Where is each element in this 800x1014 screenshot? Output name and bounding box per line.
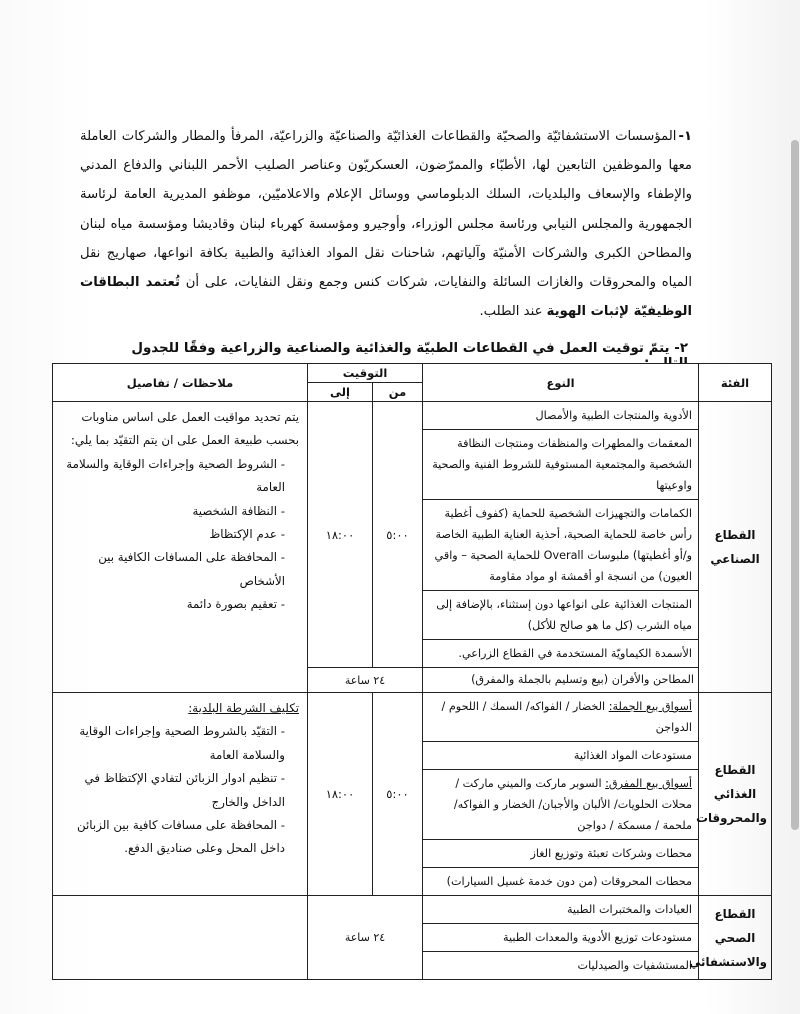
category-industrial: القطاع الصناعي [699,402,772,693]
list-item [423,770,698,840]
list-item: الأسمدة الكيماويّة المستخدمة في القطاع الزراعي. [458,647,692,660]
category-health: القطاع الصحي والاستشفائي [699,896,772,980]
header-timing: التوقيت [308,364,423,383]
notes-item: - الشروط الصحية وإجراءات الوقاية والسلامة العامة [61,453,285,500]
list-item: مستودعات توزيع الأدوية والمعدات الطبية [423,924,698,952]
list-item: الأدوية والمنتجات الطبية والأمصال [423,402,698,430]
notes-item: - تنظيم ادوار الزبائن لتفادي الإكتظاظ في الداخل والخارج [61,767,285,814]
scrollbar-track[interactable] [790,0,800,1014]
type-mills: المطاحن والأفران (بيع وتسليم بالجملة والمفرق) [423,668,699,693]
notes-item: - النظافة الشخصية [61,500,285,523]
list-item-text: السوبر ماركت والميني ماركت / محلات الحلويات/ الألبان والأجبان/ الخضار و الفواكه/ ملحمة / مسمكة / دواجن [453,777,692,832]
notes-list [61,720,299,860]
types-food [423,693,699,896]
types-industrial [423,402,699,668]
header-type: النوع [423,364,699,402]
notes-item: - التقيّد بالشروط الصحية وإجراءات الوقاية والسلامة العامة [61,720,285,767]
list-item: الكمامات والتجهيزات الشخصية للحماية (كفوف أغطية رأس خاصة للحماية الصحية، أحذية العناية الطبية الخاصة و/أو أغطيتها) ملبوسات Overall للحماية الصحية – واقي العيون) من انسجة او أقمشة او مواد مقاومة [423,500,698,591]
list-item: المستشفيات والصيدليات [577,959,692,972]
schedule-table [52,363,772,980]
time-health: ٢٤ ساعة [308,896,423,980]
notes-food [53,693,308,896]
header-from: من [373,383,423,402]
category-food: القطاع الغذائي والمحروقات [699,693,772,896]
notes-health [53,896,308,980]
notes-item: - المحافظة على المسافات الكافية بين الأشخاص [61,546,285,593]
list-item-label: أسواق بيع المفرق: [605,777,692,790]
intro-tail: عند الطلب. [479,304,547,320]
time-from-industrial: ٥:٠٠ [373,402,423,668]
notes-industrial [53,402,308,693]
header-category: الفئة [699,364,772,402]
notes-list [61,453,299,617]
section-2-heading: ٢- يتمّ توقيت العمل في القطاعات الطبيّة والغذائية والصناعية والزراعية وفقًا للجدول [131,341,688,356]
list-item: محطات وشركات تعبئة وتوزيع الغاز [423,840,698,868]
list-item [423,693,698,742]
list-item: مستودعات المواد الغذائية [423,742,698,770]
notes-item: - عدم الإكتظاظ [61,523,285,546]
time-to-food: ١٨:٠٠ [308,693,373,896]
scrollbar-thumb[interactable] [791,140,799,830]
list-item: المعقمات والمطهرات والمنظفات ومنتجات النظافة الشخصية والمجتمعية المستوفية للشروط الفنية والصحية واوعيتها [423,430,698,500]
intro-body: المؤسسات الاستشفائيّة والصحيّة والقطاعات الغذائيّة والصناعيّة والزراعيّة، المرفأ والمطار والشركات العاملة معها والموظفين التابعين لها، الأطبّاء والممرّضون، العسكريّون وعناصر الصليب الأحمر اللبناني والدفاع المدني والإطفاء والإسعاف والبلديات، السلك الدبلوماسي ووسائل الإعلام والاعلاميّين، موظفو المديرية العامة لرئاسة الجمهورية والمجلس النيابي ورئاسة مجلس الوزراء، وأوجيرو ومؤسسة كهرباء لبنان وقاديشا ومؤسسة مياه لبنان والمطاحن الكبرى والشركات الأمنيّة وآلياتهم، شاحنات نقل المواد الغذائية والطبية بكافة انواعها، صهاريج نقل المياه والمحروقات والغازات السائلة والنفايات، شركات كنس وجمع ونقل النفايات، على أن [80,129,692,291]
list-item: العيادات والمختبرات الطبية [423,896,698,924]
time-to-industrial: ١٨:٠٠ [308,402,373,668]
table-row-health [53,896,772,980]
table-header-row [53,364,772,383]
list-item: المنتجات الغذائية على انواعها دون إستثناء، بالإضافة إلى مياه الشرب (كل ما هو صالح للأكل) [423,591,698,640]
intro-bold-text: تُعتمد البطاقات الوظيفيّة لإثبات الهوية [80,275,692,320]
list-item-label: أسواق بيع الجملة: [608,700,692,713]
list-item-text: الخضار / الفواكه/ السمك / اللحوم / الدواجن [441,700,692,734]
notes-intro: يتم تحديد مواقيت العمل على اساس مناوبات بحسب طبيعة العمل على ان يتم التقيّد بما يلي: [70,410,299,448]
notes-intro: تكليف الشرطة البلدية: [188,701,299,715]
list-item: محطات المحروقات (من دون خدمة غسيل السيارات) [446,875,692,888]
intro-paragraph [80,122,692,326]
intro-number: ١- [678,129,692,144]
table-row-industrial [53,402,772,668]
notes-item: - المحافظة على مسافات كافية بين الزبائن داخل المحل وعلى صناديق الدفع. [61,814,285,861]
types-health [423,896,699,980]
header-notes: ملاحظات / تفاصيل [53,364,308,402]
time-from-food: ٥:٠٠ [373,693,423,896]
notes-item: - تعقيم بصورة دائمة [61,593,285,616]
time-mills: ٢٤ ساعة [308,668,423,693]
table-row-food [53,693,772,896]
header-to: إلى [308,383,373,402]
